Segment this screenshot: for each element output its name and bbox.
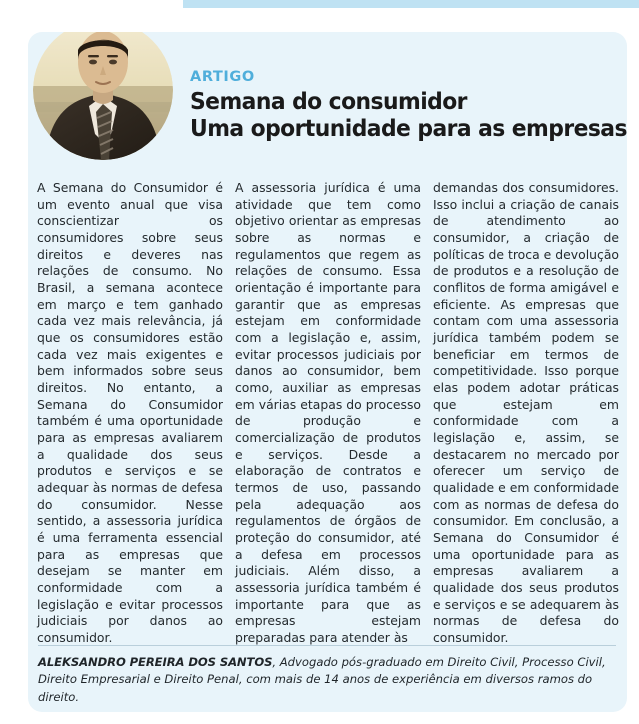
body-column-1 [37, 180, 223, 647]
author-portrait-image [33, 32, 173, 160]
body-column-3 [433, 180, 619, 647]
byline-author-name: ALEKSANDRO PEREIRA DOS SANTOS [38, 655, 273, 669]
article-body-columns [37, 180, 620, 647]
byline-divider [38, 645, 616, 646]
byline-credentials: , Advogado pós-graduado em Direito Civil, Processo Civil, Direito Empresarial e Direito Penal, com mais de 14 anos de experiência em diversos ramos do direito. [38, 655, 606, 704]
article-kicker: ARTIGO [190, 69, 255, 85]
body-column-2 [235, 180, 421, 647]
top-accent-bar [183, 0, 639, 8]
article-header [28, 32, 627, 172]
body-paragraph-2: A assessoria jurídica é uma atividade que tem como objetivo orientar as empresas sobre as normas e regulamentos que regem as relações de consumo. Essa orientação é importante para garantir que as empresas estejam em conformidade com a legislação e, assim, evitar processos judiciais por danos ao consumidor, bem como, auxiliar as empresas em várias etapas do processo de produção e comercialização de produtos e serviços. Desde a elaboração de contratos e termos de uso, passando pela adequação aos regulamentos de órgãos de proteção do consumidor, até a defesa em processos judiciais. Além disso, a assessoria jurídica também é importante para que as empresas estejam preparadas para atender às [235, 180, 421, 646]
body-paragraph-1: A Semana do Consumidor é um evento anual que visa conscientizar os consumidores sobre seus direitos e deveres nas relações de consumo. No Brasil, a semana acontece em março e tem ganhado cada vez mais relevância, já que os consumidores estão cada vez mais exigentes e bem informados sobre seus direitos. No entanto, a Semana do Consumidor também é uma oportunidade para as empresas avaliarem a qualidade dos seus produtos e serviços e se adequar às normas de defesa do consumidor. Nesse sentido, a assessoria jurídica é uma ferramenta essencial para as empresas que desejam se manter em conformidade com a legislação e evitar processos judiciais por danos ao consumidor. [37, 180, 223, 646]
author-photo [33, 32, 173, 160]
body-paragraph-3: demandas dos consumidores. Isso inclui a criação de canais de atendimento ao consumidor, a criação de políticas de troca e devolução de produtos e a resolução de conflitos de forma amigável e eficiente. As empresas que contam com uma assessoria jurídica também podem se beneficiar em termos de competitividade. Isso porque elas podem adotar práticas que estejam em conformidade com a legislação e, assim, se destacarem no mercado por oferecer um serviço de qualidade e em conformidade com as normas de defesa do consumidor. Em conclusão, a Semana do Consumidor é uma oportunidade para as empresas avaliarem a qualidade dos seus produtos e serviços e se adequarem às normas de defesa do consumidor. [433, 180, 619, 646]
headline-line-1: Semana do consumidor [190, 86, 467, 115]
article-headline [190, 86, 627, 143]
author-byline [38, 654, 620, 706]
headline-line-2: Uma oportunidade para as empresas [190, 114, 627, 143]
article-card [28, 32, 627, 712]
title-block [190, 69, 627, 143]
